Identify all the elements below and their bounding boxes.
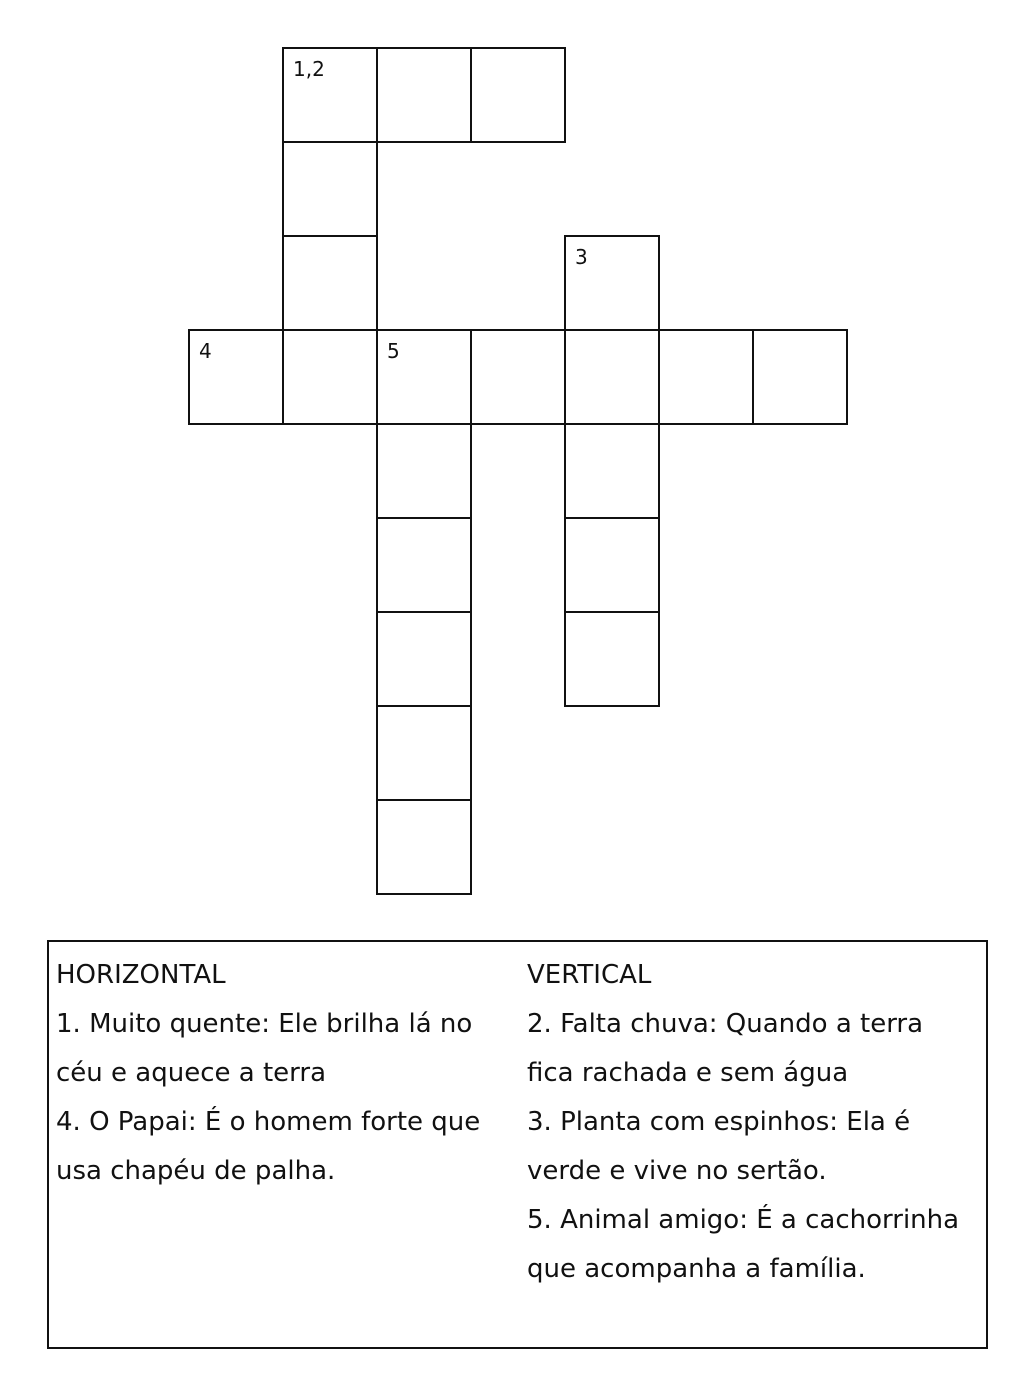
clue-number: 3 xyxy=(575,245,588,269)
crossword-cell[interactable] xyxy=(376,47,472,143)
crossword-cell[interactable] xyxy=(188,329,284,425)
clue-1: 1. Muito quente: Ele brilha lá no céu e aquece a terra xyxy=(56,1009,473,1088)
vertical-heading: VERTICAL xyxy=(527,960,652,990)
crossword-cell[interactable] xyxy=(376,611,472,707)
clue-2: 2. Falta chuva: Quando a terra fica rachada e sem água xyxy=(527,1009,924,1088)
crossword-cell[interactable] xyxy=(470,329,566,425)
crossword-cell[interactable] xyxy=(564,423,660,519)
clue-number: 5 xyxy=(387,339,400,363)
crossword-cell[interactable] xyxy=(376,705,472,801)
clue-3: 3. Planta com espinhos: Ela é verde e vive no sertão. xyxy=(527,1107,911,1186)
crossword-cell[interactable] xyxy=(376,423,472,519)
crossword-cell[interactable] xyxy=(752,329,848,425)
crossword-cell[interactable] xyxy=(564,235,660,331)
vertical-clues xyxy=(527,951,977,1294)
horizontal-heading: HORIZONTAL xyxy=(56,960,226,990)
crossword-cell[interactable] xyxy=(564,517,660,613)
crossword-cell[interactable] xyxy=(658,329,754,425)
crossword-cell[interactable] xyxy=(282,47,378,143)
clues-box xyxy=(47,940,988,1349)
horizontal-clues xyxy=(56,951,496,1196)
crossword-cell[interactable] xyxy=(376,799,472,895)
crossword-cell[interactable] xyxy=(376,517,472,613)
crossword-cell[interactable] xyxy=(564,611,660,707)
crossword-cell[interactable] xyxy=(470,47,566,143)
clue-5: 5. Animal amigo: É a cachorrinha que acompanha a família. xyxy=(527,1205,960,1284)
crossword-cell[interactable] xyxy=(282,141,378,237)
crossword-cell[interactable] xyxy=(282,329,378,425)
crossword-cell[interactable] xyxy=(282,235,378,331)
crossword-cell[interactable] xyxy=(564,329,660,425)
clue-number: 1,2 xyxy=(293,57,325,81)
clue-number: 4 xyxy=(199,339,212,363)
crossword-cell[interactable] xyxy=(376,329,472,425)
clue-4: 4. O Papai: É o homem forte que usa chapéu de palha. xyxy=(56,1107,481,1186)
